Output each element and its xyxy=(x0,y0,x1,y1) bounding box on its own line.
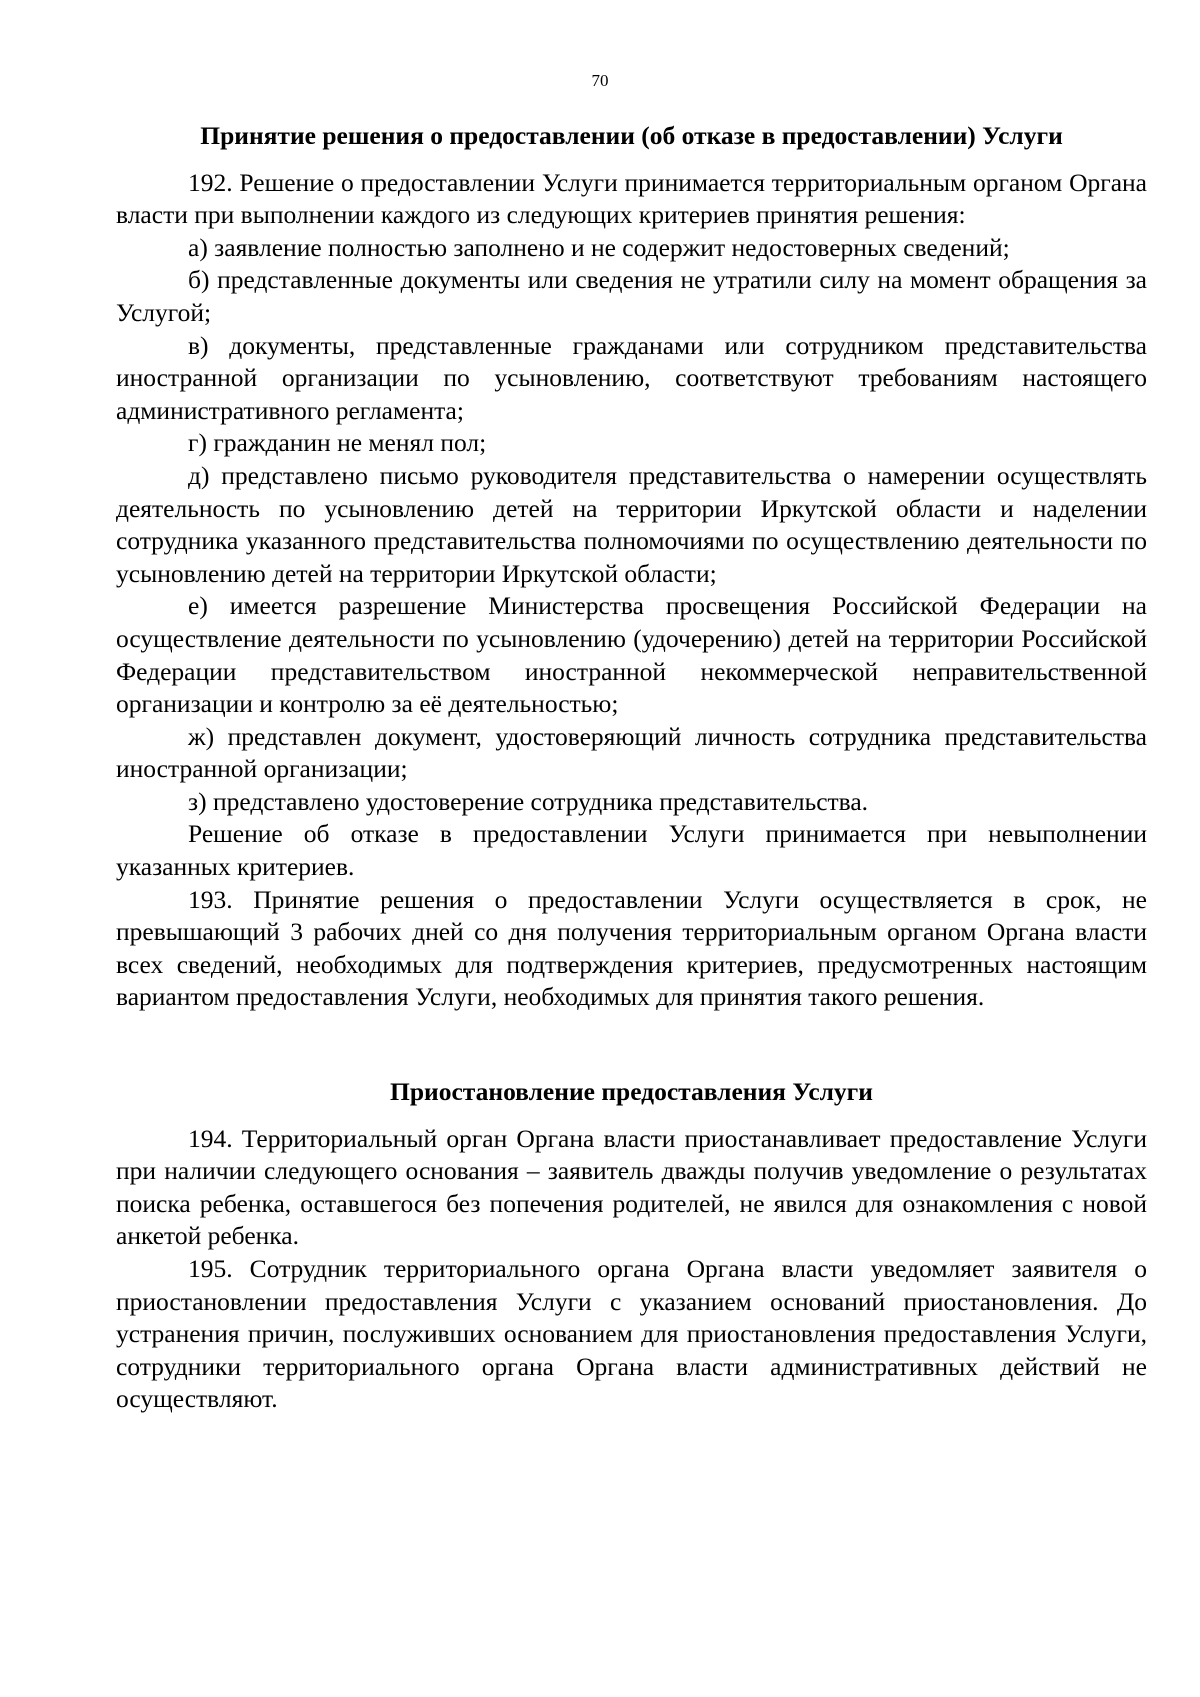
paragraph-192: 192. Решение о предоставлении Услуги принимается территориальным органом Органа власти при выполнении каждого из следующих критериев принятия решения: xyxy=(116,167,1147,230)
paragraph-193: 193. Принятие решения о предоставлении Услуги осуществляется в срок, не превышающий 3 рабочих дней со дня получения территориальным органом Органа власти всех сведений, необходимых для подтверждения критериев, предусмотренных настоящим вариантом предоставления Услуги, необходимых для принятия такого решения. xyxy=(116,884,1147,1012)
section-heading-suspension: Приостановление предоставления Услуги xyxy=(390,1077,873,1107)
page-number: 70 xyxy=(591,71,609,90)
paragraph-194: 194. Территориальный орган Органа власти приостанавливает предоставление Услуги при наличии следующего основания – заявитель дважды получив уведомление о результатах поиска ребенка, оставшегося без попечения родителей, не явился для ознакомления с новой анкетой ребенка. xyxy=(116,1123,1147,1251)
section-suspension xyxy=(116,1123,1147,1416)
refusal-paragraph: Решение об отказе в предоставлении Услуги принимается при невыполнении указанных критериев. xyxy=(116,819,1147,882)
criterion-zh: ж) представлен документ, удостоверяющий личность сотрудника представительства иностранной организации; xyxy=(116,721,1147,784)
criterion-d: д) представлено письмо руководителя представительства о намерении осуществлять деятельность по усыновлению детей на территории Иркутской области и наделении сотрудника указанного представительства полномочиями по осуществлению деятельности по усыновлению детей на территории Иркутской области; xyxy=(116,460,1147,588)
section-decision xyxy=(116,167,1147,1014)
paragraph-195: 195. Сотрудник территориального органа Органа власти уведомляет заявителя о приостановлении предоставления Услуги с указанием оснований приостановления. До устранения причин, послуживших основанием для приостановления предоставления Услуги, сотрудники территориального органа Органа власти административных действий не осуществляют. xyxy=(116,1254,1147,1414)
section-heading-decision: Принятие решения о предоставлении (об отказе в предоставлении) Услуги xyxy=(200,121,1063,150)
criterion-e: е) имеется разрешение Министерства просвещения Российской Федерации на осуществление деятельности по усыновлению (удочерению) детей на территории Российской Федерации представительством иностранной некоммерческой неправительственной организации и контролю за её деятельностью; xyxy=(116,591,1147,719)
criterion-a: а) заявление полностью заполнено и не содержит недостоверных сведений; xyxy=(188,232,1010,262)
criterion-b: б) представленные документы или сведения не утратили силу на момент обращения за Услугой; xyxy=(116,265,1147,327)
criterion-v: в) документы, представленные гражданами или сотрудником представительства иностранной организации по усыновлению, соответствуют требованиям настоящего административного регламента; xyxy=(116,330,1147,425)
criterion-g: г) гражданин не менял пол; xyxy=(188,428,487,458)
criterion-z: з) представлено удостоверение сотрудника представительства. xyxy=(188,786,869,816)
document-body xyxy=(116,120,1147,1416)
